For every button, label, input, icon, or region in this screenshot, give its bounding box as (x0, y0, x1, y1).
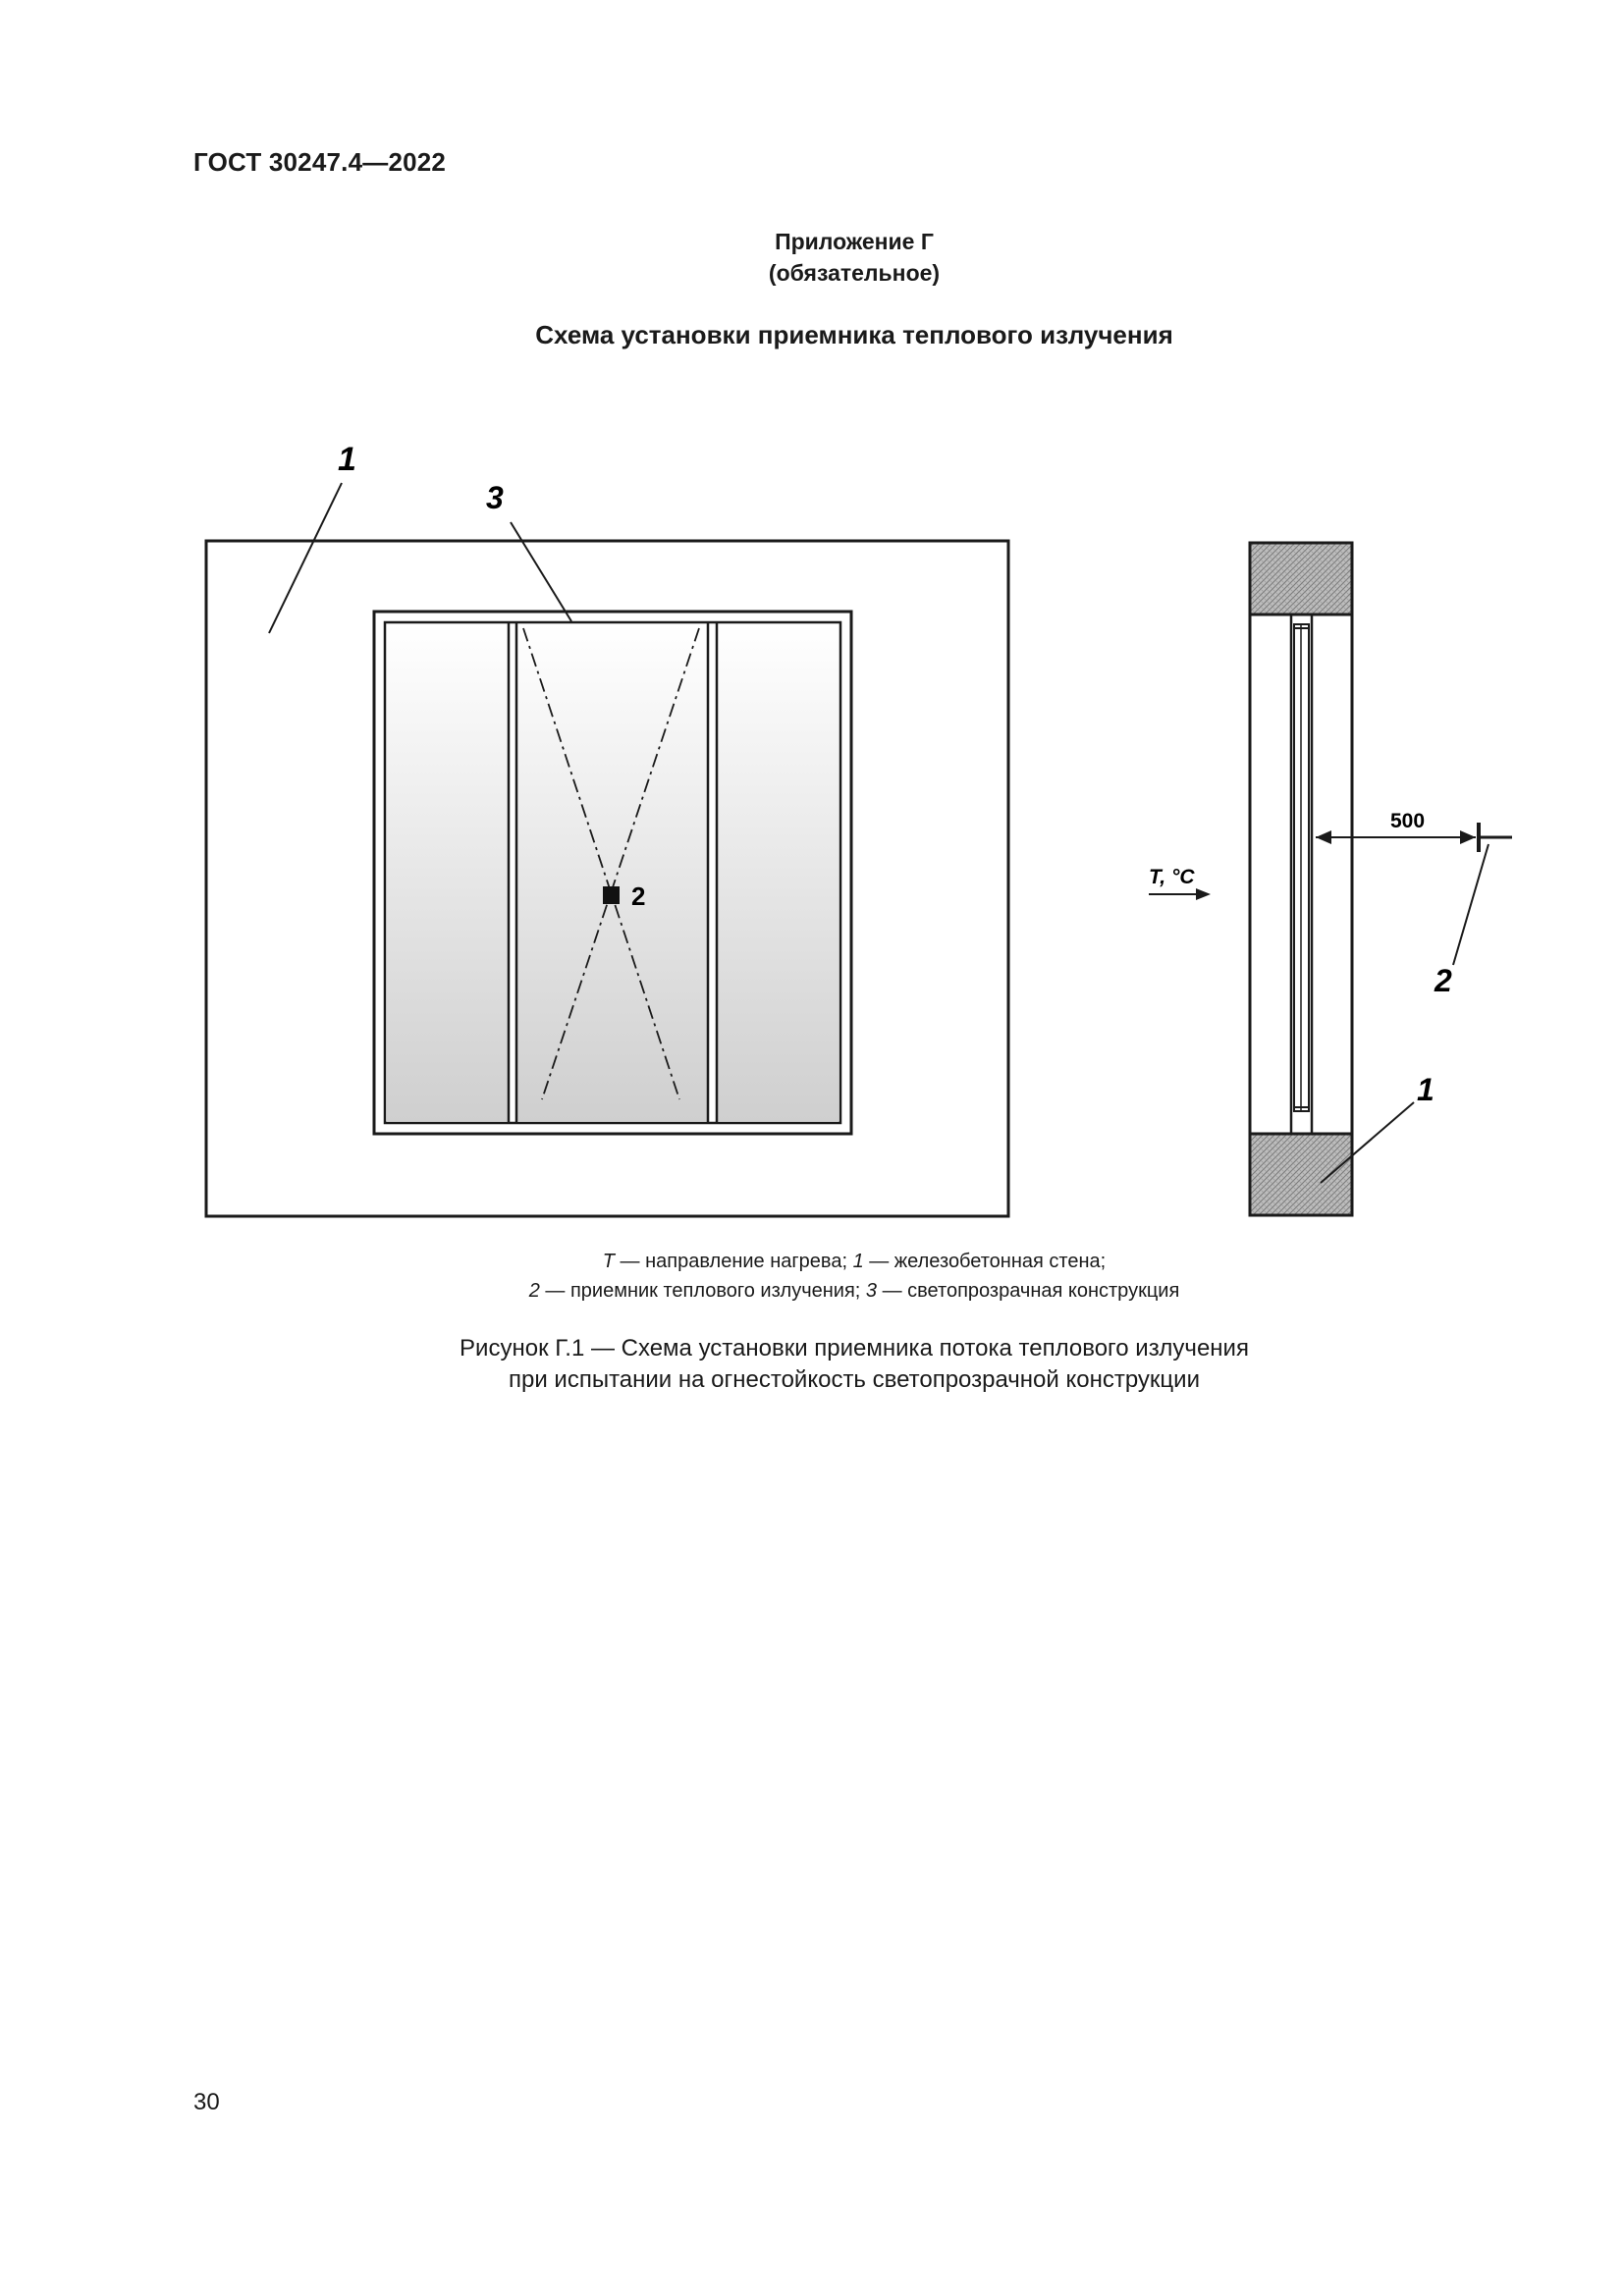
distance-arrow-right (1460, 830, 1476, 844)
wall-callout-section: 1 (1417, 1072, 1435, 1107)
heating-label: T, °C (1149, 866, 1195, 888)
legend-symbol: T (602, 1251, 615, 1272)
legend-text: — светопрозрачная конструкция (877, 1280, 1180, 1302)
distance-label: 500 (1390, 810, 1426, 832)
glass-pane-right (717, 624, 839, 1121)
figure-legend (0, 1247, 1624, 1306)
section-view (1149, 543, 1512, 1215)
legend-text: — железобетонная стена; (863, 1251, 1107, 1272)
wall-section-top (1250, 543, 1352, 614)
legend-text: — направление нагрева; (615, 1251, 853, 1272)
appendix-title: Приложение Г (775, 229, 934, 254)
legend-symbol: 3 (865, 1280, 878, 1302)
distance-arrow-left (1316, 830, 1331, 844)
glass-pane-left (387, 624, 509, 1121)
legend-line-2 (0, 1276, 1624, 1306)
heating-arrow-head (1196, 888, 1211, 900)
front-view (206, 441, 1008, 1216)
heat-receiver-marker (603, 886, 620, 904)
appendix-status: (обязательное) (768, 260, 941, 286)
wall-callout-front: 1 (338, 441, 356, 478)
receiver-callout-front: 2 (631, 881, 646, 911)
legend-symbol: 2 (528, 1280, 540, 1302)
glass-pane-center (516, 624, 707, 1121)
figure-caption (0, 1333, 1624, 1396)
caption-line-2: при испытании на огнестойкость светопрозрачной конструкции (509, 1366, 1200, 1393)
section-title: Схема установки приемника теплового излучения (535, 320, 1173, 349)
receiver-callout-section: 2 (1435, 963, 1452, 998)
legend-symbol: 1 (852, 1251, 864, 1272)
legend-text: — приемник теплового излучения; (539, 1280, 866, 1302)
caption-line-1: Рисунок Г.1 — Схема установки приемника потока теплового излучения (460, 1335, 1249, 1362)
receiver-leader (1453, 844, 1489, 965)
wall-section-bottom (1250, 1134, 1352, 1215)
glazing-callout: 3 (486, 480, 504, 515)
legend-line-1 (0, 1247, 1624, 1276)
page-number: 30 (193, 2089, 220, 2115)
standard-designation: ГОСТ 30247.4—2022 (193, 147, 447, 177)
